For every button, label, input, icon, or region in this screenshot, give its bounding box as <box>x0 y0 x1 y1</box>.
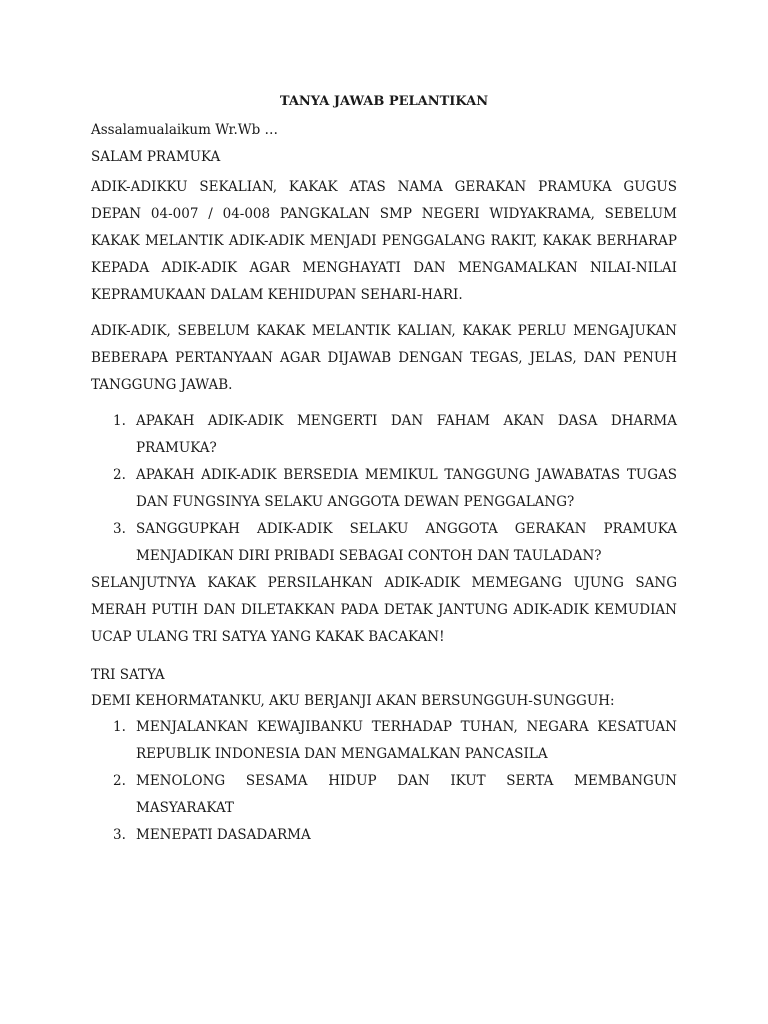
oath-list <box>91 714 677 849</box>
question-text: APAKAH ADIK-ADIK BERSEDIA MEMIKUL TANGGUNG JAWABATAS TUGAS DAN FUNGSINYA SELAKU ANGGOTA DEWAN PENGGALANG? <box>136 467 677 510</box>
list-number: 1. <box>113 413 126 429</box>
list-item <box>91 822 677 849</box>
list-item <box>91 408 677 462</box>
question-text: APAKAH ADIK-ADIK MENGERTI DAN FAHAM AKAN DASA DHARMA PRAMUKA? <box>136 413 677 456</box>
document-title: TANYA JAWAB PELANTIKAN <box>279 94 489 109</box>
list-number: 3. <box>113 827 126 843</box>
list-number: 2. <box>113 467 126 483</box>
list-item <box>91 516 677 570</box>
list-item <box>91 768 677 822</box>
question-text: SANGGUPKAH ADIK-ADIK SELAKU ANGGOTA GERAKAN PRAMUKA MENJADIKAN DIRI PRIBADI SEBAGAI CONTOH DAN TAULADAN? <box>136 521 677 564</box>
list-item <box>91 714 677 768</box>
oath-text: MENJALANKAN KEWAJIBANKU TERHADAP TUHAN, NEGARA KESATUAN REPUBLIK INDONESIA DAN MENGAMALKAN PANCASILA <box>136 719 677 762</box>
oath-text: MENOLONG SESAMA HIDUP DAN IKUT SERTA MEMBANGUN MASYARAKAT <box>136 773 677 816</box>
trisatya-heading: TRI SATYA <box>91 667 165 683</box>
list-number: 1. <box>113 719 126 735</box>
document-page <box>91 92 677 849</box>
list-number: 2. <box>113 773 126 789</box>
salam-text: SALAM PRAMUKA <box>91 149 221 165</box>
oath-text: MENEPATI DASADARMA <box>136 827 311 843</box>
list-item <box>91 462 677 516</box>
paragraph-questions-intro: ADIK-ADIK, SEBELUM KAKAK MELANTIK KALIAN, KAKAK PERLU MENGAJUKAN BEBERAPA PERTANYAAN AGAR DIJAWAB DENGAN TEGAS, JELAS, DAN PENUH TANGGUNG JAWAB. <box>91 323 677 393</box>
oath-intro: DEMI KEHORMATANKU, AKU BERJANJI AKAN BERSUNGGUH-SUNGGUH: <box>91 693 615 709</box>
paragraph-intro: ADIK-ADIKKU SEKALIAN, KAKAK ATAS NAMA GERAKAN PRAMUKA GUGUS DEPAN 04-007 / 04-008 PANGKALAN SMP NEGERI WIDYAKRAMA, SEBELUM KAKAK MELANTIK ADIK-ADIK MENJADI PENGGALANG RAKIT, KAKAK BERHARAP KEPADA ADIK-ADIK AGAR MENGHAYATI DAN MENGAMALKAN NILAI-NILAI KEPRAMUKAAN DALAM KEHIDUPAN SEHARI-HARI. <box>91 179 677 303</box>
list-number: 3. <box>113 521 126 537</box>
question-list <box>91 408 677 570</box>
paragraph-instruction: SELANJUTNYA KAKAK PERSILAHKAN ADIK-ADIK MEMEGANG UJUNG SANG MERAH PUTIH DAN DILETAKKAN PADA DETAK JANTUNG ADIK-ADIK KEMUDIAN UCAP ULANG TRI SATYA YANG KAKAK BACAKAN! <box>91 575 677 645</box>
greeting-text: Assalamualaikum Wr.Wb … <box>91 122 279 138</box>
